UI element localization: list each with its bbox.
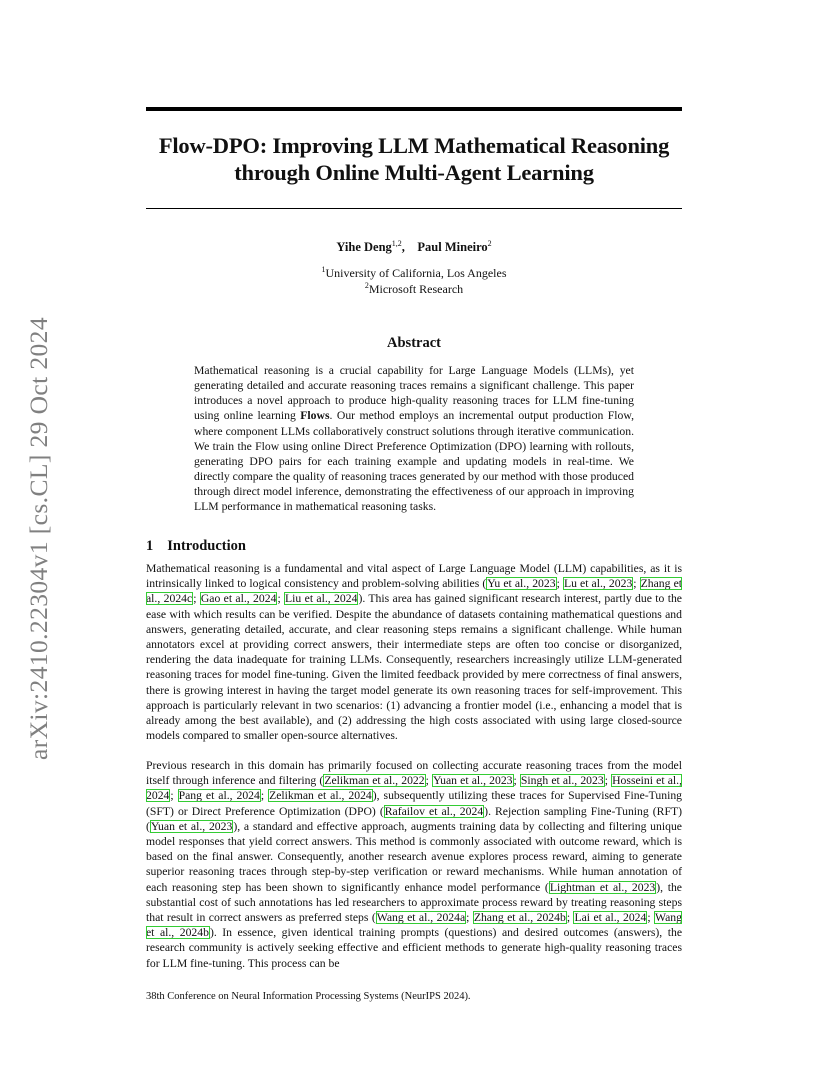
affiliation-line [146,282,682,298]
text-run: Mathematical reasoning is a crucial capability for Large Language Models (LLMs), yet generating detailed and accurate reasoning traces remains a significant challenge. This paper introduces a novel approach to produce high-quality reasoning traces for LLM fine-tuning using online learning [194,364,634,423]
citation-link[interactable]: Yu et al., 2023 [487,577,556,591]
author-affil-mark: 1,2 [391,239,402,248]
citation-link[interactable]: Rafailov et al., 2024 [384,804,484,818]
text-run: ; [647,911,655,925]
citation-link[interactable]: Lai et al., 2024 [574,911,647,925]
text-run: ; [425,774,432,788]
section-heading-introduction [146,538,246,555]
section-title: Introduction [167,538,246,554]
affil-mark: 1 [321,265,326,274]
citation-link[interactable]: Zelikman et al., 2022 [324,774,425,788]
citation-link[interactable]: Zelikman et al., 2024 [269,789,372,803]
text-run: ), a standard and effective approach, augments training data by collecting and filtering unique model responses that yield correct answers. This method is commonly associated with outcome reward, which is based on the final answer. Consequently, another research avenue explores process reward, aiming to generate superior reasoning traces through step-by-step verification or reward mechanisms. While human annotation of each reasoning step has been shown to significantly enhance model performance ( [146,819,682,894]
affiliations [146,266,682,297]
citation-link[interactable]: Wang et al., 2024a [376,911,466,925]
text-run: ; [604,774,612,788]
text-run: ; [260,789,269,803]
abstract-body [194,363,634,515]
citation-link[interactable]: Zhang et al., 2024b [473,911,566,925]
citation-link[interactable]: Hosseini et al., 2024 [146,774,683,803]
text-run: ; [513,774,520,788]
citation-link[interactable]: Zhang et al., 2024c [146,577,683,606]
paper-title [110,132,718,186]
intro-paragraph-1 [146,561,682,743]
title-rule-bottom [146,208,682,209]
text-run: ), the substantial cost of such annotations has led researchers to approximate process reward by treating reasoning steps that result in correct answers as preferred steps ( [146,880,682,925]
text-run: ; [566,911,574,925]
citation-link[interactable]: Liu et al., 2024 [285,592,358,606]
text-run: Mathematical reasoning is a fundamental and vital aspect of Large Language Model (LLM) capabilities, as it is intrinsically linked to logical consistency and problem-solving abilities ( [146,562,682,591]
citation-link[interactable]: Pang et al., 2024 [178,789,260,803]
text-run: ; [466,911,473,925]
citation-link[interactable]: Lu et al., 2023 [563,577,633,591]
citation-link[interactable]: Singh et al., 2023 [520,774,604,788]
text-run: ). In essence, given identical training prompts (questions) and desired outcomes (answers), the research community is actively seeking effective and efficient methods to generate high-quality reasoning traces for LLM fine-tuning. This process can be [146,926,683,970]
text-run: . Our method employs an incremental output production Flow, where component LLMs collaboratively construct solutions through iterative communication. We train the Flow using online Direct Preference Optimization (DPO) learning with rollouts, generating DPO pairs for each training example and updating models in real-time. We directly compare the quality of reasoning traces generated by our method with those produced through direct model inference, demonstrating the effectiveness of our approach in improving LLM performance in mathematical reasoning tasks. [194,409,634,514]
arxiv-identifier: arXiv:2410.22304v1 [cs.CL] 29 Oct 2024 [24,317,53,760]
author-affil-mark: 2 [487,239,492,248]
affil-name: University of California, Los Angeles [325,266,507,280]
title-rule-top [146,107,682,111]
text-run: ; [277,592,285,606]
text-run: ; [170,789,178,803]
citation-link[interactable]: Gao et al., 2024 [200,592,277,606]
text-run: ). This area has gained significant research interest, partly due to the ease with which results can be verified. Despite the abundance of datasets containing mathematical questions and answers, generating detailed, accurate, and clear reasoning steps remains a significant challenge. While human annotators excel at providing correct answers, their intermediate steps are often too concise or disorganized, rendering the data inadequate for training LLMs. Consequently, researchers increasingly utilize LLM-generated reasoning traces for model fine-tuning. Given the limited feedback provided by mere correctness of final answers, there is growing interest in having the target model generate its own reasoning traces for self-improvement. This approach is particularly relevant in two scenarios: (1) advancing a frontier model (i.e., enhancing a model that is already among the best available), and (2) addressing the high costs associated with using large closed-source models compared to smaller open-source alternatives. [146,592,682,743]
text-run: ; [193,592,200,606]
text-run: ; [633,577,640,591]
citation-link[interactable]: Wang et al., 2024b [146,911,682,940]
affil-mark: 2 [364,280,369,290]
text-run: ; [556,577,563,591]
emphasis-text: Flows [300,409,330,423]
author-name: Paul Mineiro [417,240,488,254]
title-line-1: Flow-DPO: Improving LLM Mathematical Reasoning [158,133,670,158]
section-number: 1 [146,538,154,554]
intro-paragraph-2 [146,758,682,971]
abstract-heading: Abstract [387,335,441,351]
affiliation-line [146,266,682,282]
title-line-2: through Online Multi-Agent Learning [234,160,594,185]
author-name: Yihe Deng [336,240,392,254]
citation-link[interactable]: Yuan et al., 2023 [150,819,233,833]
text-run: Previous research in this domain has primarily focused on collecting accurate reasoning traces from the model itself through inference and filtering ( [146,759,682,788]
citation-link[interactable]: Lightman et al., 2023 [549,880,656,894]
author-list [146,240,682,255]
text-run: ), subsequently utilizing these traces for Supervised Fine-Tuning (SFT) or Direct Preference Optimization (DPO) ( [146,789,683,818]
author-separator: , [401,240,418,254]
text-run: ). Rejection sampling Fine-Tuning (RFT) ( [146,804,682,833]
citation-link[interactable]: Yuan et al., 2023 [433,774,513,788]
conference-footnote: 38th Conference on Neural Information Processing Systems (NeurIPS 2024). [146,991,471,1002]
affil-name: Microsoft Research [368,281,464,296]
